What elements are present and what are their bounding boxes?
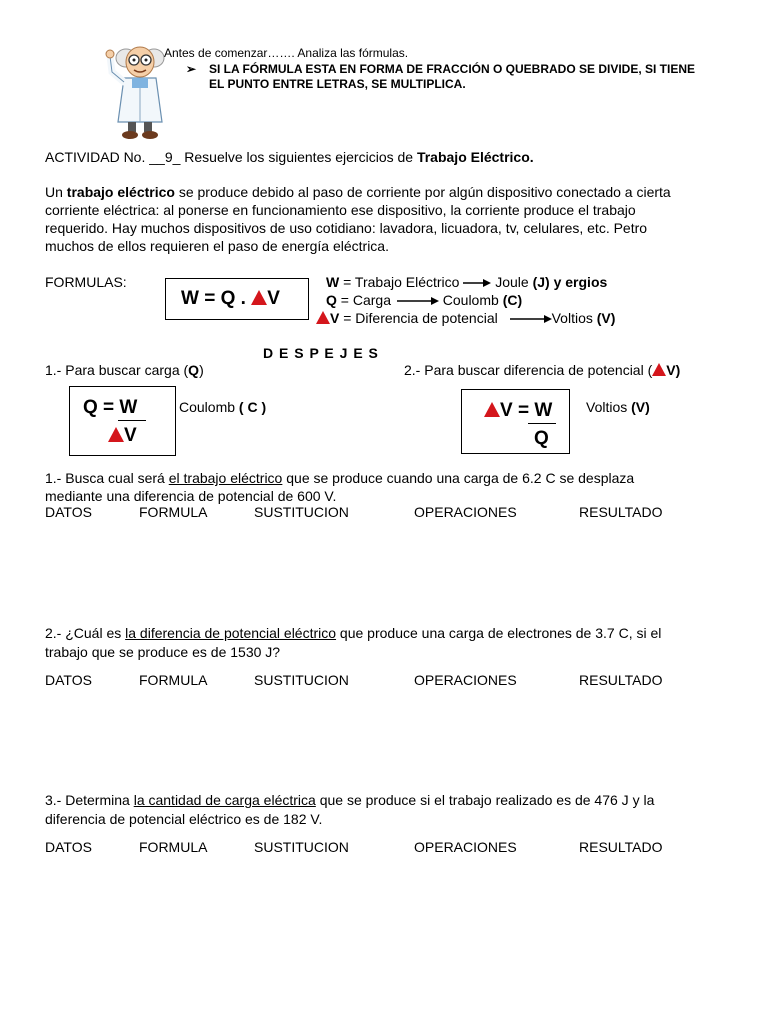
potential-formula-box xyxy=(461,389,570,454)
charge-unit-text: Coulomb xyxy=(179,399,239,415)
charge-heading-bold: Q xyxy=(188,362,200,378)
charge-heading xyxy=(45,361,204,379)
exercise-3-line-1 xyxy=(45,791,654,809)
arrow-right-icon xyxy=(395,296,439,306)
legend-q xyxy=(326,291,522,309)
red-triangle-delta-icon xyxy=(251,290,267,305)
potential-fraction-bar xyxy=(528,423,556,424)
column-datos: DATOS xyxy=(45,672,92,688)
potential-unit-text: Voltios xyxy=(586,399,632,415)
potential-heading xyxy=(404,361,680,379)
exercise-2-line-2: trabajo que se produce es de 1530 J? xyxy=(45,644,281,660)
red-triangle-delta-icon xyxy=(316,311,330,324)
exercise-1-line-1 xyxy=(45,469,634,487)
legend-w-text: = Trabajo Eléctrico xyxy=(339,274,460,290)
exercise-2-before: 2.- ¿Cuál es xyxy=(45,625,126,641)
charge-heading-text: 1.- Para buscar carga ( xyxy=(45,362,189,378)
activity-prefix: ACTIVIDAD No. __9_ Resuelve los siguientes ejercicios de xyxy=(45,149,417,165)
potential-unit-bold: (V) xyxy=(631,399,650,415)
exercise-2-columns xyxy=(0,672,768,690)
charge-fraction-bar xyxy=(118,420,146,421)
column-resultado: RESULTADO xyxy=(579,672,663,688)
red-triangle-delta-icon xyxy=(108,427,124,442)
paragraph-line-1 xyxy=(45,183,671,201)
legend-w-symbol: W xyxy=(326,274,340,290)
exercise-1-underlined: el trabajo eléctrico xyxy=(168,470,283,486)
despejes-title: D E S P E J E S xyxy=(263,345,379,361)
potential-formula-denominator: Q xyxy=(534,428,549,449)
column-sustitucion: SUSTITUCION xyxy=(254,672,349,688)
exercise-2-underlined: la diferencia de potencial eléctrico xyxy=(125,625,337,641)
exercise-1-columns xyxy=(0,504,768,522)
exercise-3-columns xyxy=(0,839,768,857)
legend-q-symbol: Q xyxy=(326,292,337,308)
charge-unit xyxy=(179,398,266,416)
legend-q-unit: Coulomb xyxy=(442,292,503,308)
exercise-2-line-1 xyxy=(45,624,661,642)
legend-q-text: = Carga xyxy=(336,292,391,308)
legend-q-unit-bold: (C) xyxy=(502,292,523,308)
exercise-3-underlined: la cantidad de carga eléctrica xyxy=(133,792,316,808)
charge-formula-box xyxy=(69,386,176,456)
column-formula: FORMULA xyxy=(139,504,208,520)
potential-unit xyxy=(586,398,650,416)
legend-v-symbol: V xyxy=(330,310,340,326)
arrow-right-icon xyxy=(463,278,491,288)
column-operaciones: OPERACIONES xyxy=(414,839,517,855)
paragraph-line1-rest: se produce debido al paso de corriente por algún dispositivo conectado a cierta xyxy=(174,184,671,200)
potential-heading-bold: V) xyxy=(666,362,681,378)
paragraph-line-2: corriente eléctrica: al ponerse en funcionamiento ese dispositivo, la corriente produce el trabajo xyxy=(45,202,636,218)
rule-line-1: SI LA FÓRMULA ESTA EN FORMA DE FRACCIÓN O QUEBRADO SE DIVIDE, SI TIENE xyxy=(209,62,696,76)
paragraph-term: trabajo eléctrico xyxy=(66,184,175,200)
legend-v-unit: Voltios xyxy=(551,310,597,326)
exercise-3-line-2: diferencia de potencial eléctrico es de 182 V. xyxy=(45,811,323,827)
activity-topic: Trabajo Eléctrico. xyxy=(416,149,534,165)
arrow-right-icon xyxy=(510,314,552,324)
main-formula-left: W = Q . xyxy=(181,288,246,309)
legend-w-unit-bold: (J) y ergios xyxy=(532,274,608,290)
column-operaciones: OPERACIONES xyxy=(414,672,517,688)
charge-formula-denominator: V xyxy=(124,425,137,446)
main-formula-right: V xyxy=(267,288,280,309)
main-formula-box xyxy=(165,278,309,320)
red-triangle-delta-icon xyxy=(484,402,500,417)
exercise-2-after: que produce una carga de electrones de 3.7 C, si el xyxy=(336,625,662,641)
bullet-arrow-icon: ➢ xyxy=(186,62,197,76)
column-sustitucion: SUSTITUCION xyxy=(254,839,349,855)
red-triangle-delta-icon xyxy=(652,363,666,376)
column-formula: FORMULA xyxy=(139,672,208,688)
legend-v-text: = Diferencia de potencial xyxy=(339,310,498,326)
exercise-1-line-2: mediante una diferencia de potencial de 600 V. xyxy=(45,488,337,504)
intro-note: Antes de comenzar……. Analiza las fórmulas. xyxy=(164,46,409,60)
column-resultado: RESULTADO xyxy=(579,504,663,520)
paragraph-line-4: muchos de ellos requieren el paso de energía eléctrica. xyxy=(45,238,389,254)
column-resultado: RESULTADO xyxy=(579,839,663,855)
column-operaciones: OPERACIONES xyxy=(414,504,517,520)
paragraph-line-3: requerido. Hay muchos dispositivos de uso cotidiano: lavadora, licuadora, tv, celulares, etc. Petro xyxy=(45,220,648,236)
exercise-1-before: 1.- Busca cual será xyxy=(45,470,169,486)
legend-v-unit-bold: (V) xyxy=(596,310,616,326)
legend-w xyxy=(326,273,607,291)
column-datos: DATOS xyxy=(45,839,92,855)
formulas-label: FORMULAS: xyxy=(45,274,127,290)
rule-line-2: EL PUNTO ENTRE LETRAS, SE MULTIPLICA. xyxy=(209,77,466,91)
potential-formula-numerator: V = W xyxy=(500,400,553,421)
exercise-1-after: que se produce cuando una carga de 6.2 C se desplaza xyxy=(282,470,635,486)
column-formula: FORMULA xyxy=(139,839,208,855)
paragraph-start: Un xyxy=(45,184,67,200)
legend-w-unit: Joule xyxy=(491,274,533,290)
exercise-3-after: que se produce si el trabajo realizado es de 476 J y la xyxy=(315,792,655,808)
column-datos: DATOS xyxy=(45,504,92,520)
charge-unit-bold: ( C ) xyxy=(238,399,267,415)
activity-heading xyxy=(45,148,534,166)
column-sustitucion: SUSTITUCION xyxy=(254,504,349,520)
legend-v xyxy=(316,309,615,327)
exercise-3-before: 3.- Determina xyxy=(45,792,134,808)
charge-heading-end: ) xyxy=(199,362,204,378)
charge-formula-numerator: Q = W xyxy=(83,397,138,418)
potential-heading-text: 2.- Para buscar diferencia de potencial ( xyxy=(404,362,653,378)
